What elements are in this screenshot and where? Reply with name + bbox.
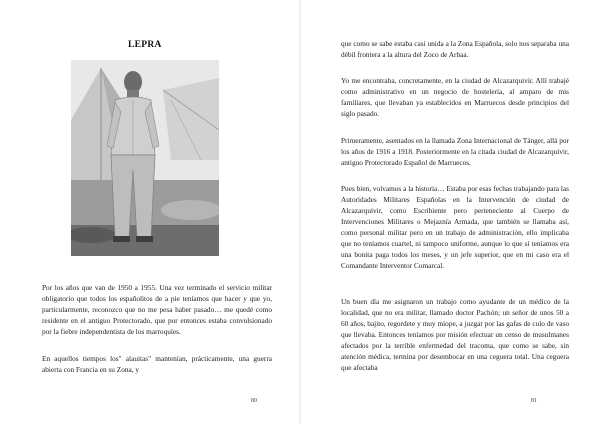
chapter-title: LEPRA xyxy=(128,40,162,50)
soldier-photo-illustration xyxy=(71,60,219,256)
page-number-right: 81 xyxy=(531,398,537,404)
right-paragraph-2: Yo me encontraba, concretamente, en la ciudad de Alcazarquivir. Allí trabajé como administrativo en un negocio de hostelería, al amparo de mis familiares, que llevaban ya establecidos en Marruecos desde principios del siglo pasado. xyxy=(341,76,569,118)
right-paragraph-4: Pues bien, volvamos a la historia… Estaba por esas fechas trabajando para las Autoridades Militares Españolas en la Intervención de ciudad de Alcazarquivir, como Escribiente pero perteneciente al Cuerpo de Intervenciones Militares o Mejaznía Armada, que también se llamaba así, como personal militar pero en un trabajo de administración, ello implicaba que no teníamos cuartel, ni tampoco uniforme, aunque lo que sí teníamos era una bonita paga todos los meses, y un jefe superior, que en mi caso era el Comandante Interventor Comarcal. xyxy=(341,184,569,270)
soldier-photo xyxy=(71,60,219,256)
right-page xyxy=(301,0,600,424)
left-paragraph-1: Por los años que van de 1950 a 1955. Una vez terminado el servicio militar obligatorio que todos los españolitos de a pie teníamos que hacer y que yo, particularmente, reconozco que no me pesa haber pasado… me quedé como residente en el antiguo Protectorado, que por entonces estaba convulsionado por la fiebre independentista de los marroquíes. xyxy=(42,283,272,336)
right-paragraph-5: Un buen día me asignaron un trabajo como ayudante de un médico de la localidad, que no era militar, llamado doctor Pachón; un señor de unos 50 a 60 años, bajito, regordete y muy miope, a juzgar por las gafas de culo de vaso que llevaba. Entonces teníamos por misión efectuar un censo de musulmanes afectados por la terrible enfermedad del tracoma, que como se sabe, sin atención médica, termina por desembocar en una ceguera total. Una ceguera que afectaba xyxy=(341,297,569,372)
right-paragraph-1: que como se sabe estaba casi unida a la Zona Española, solo nos separaba una débil frontera a la altura del Zoco de Arbaa. xyxy=(341,39,569,59)
right-paragraph-3: Primeramente, asentados en la llamada Zona Internacional de Tánger, allá por los años de 1916 a 1918. Posteriormente en la citada ciudad de Alcazarquivir, antiguo Protectorado Español de Marruecos. xyxy=(341,136,569,167)
left-paragraph-2: En aquellos tiempos los" alauitas" mantenían, prácticamente, una guerra abierta con Francia en su Zona, y xyxy=(42,354,272,374)
page-number-left: 80 xyxy=(251,398,257,404)
